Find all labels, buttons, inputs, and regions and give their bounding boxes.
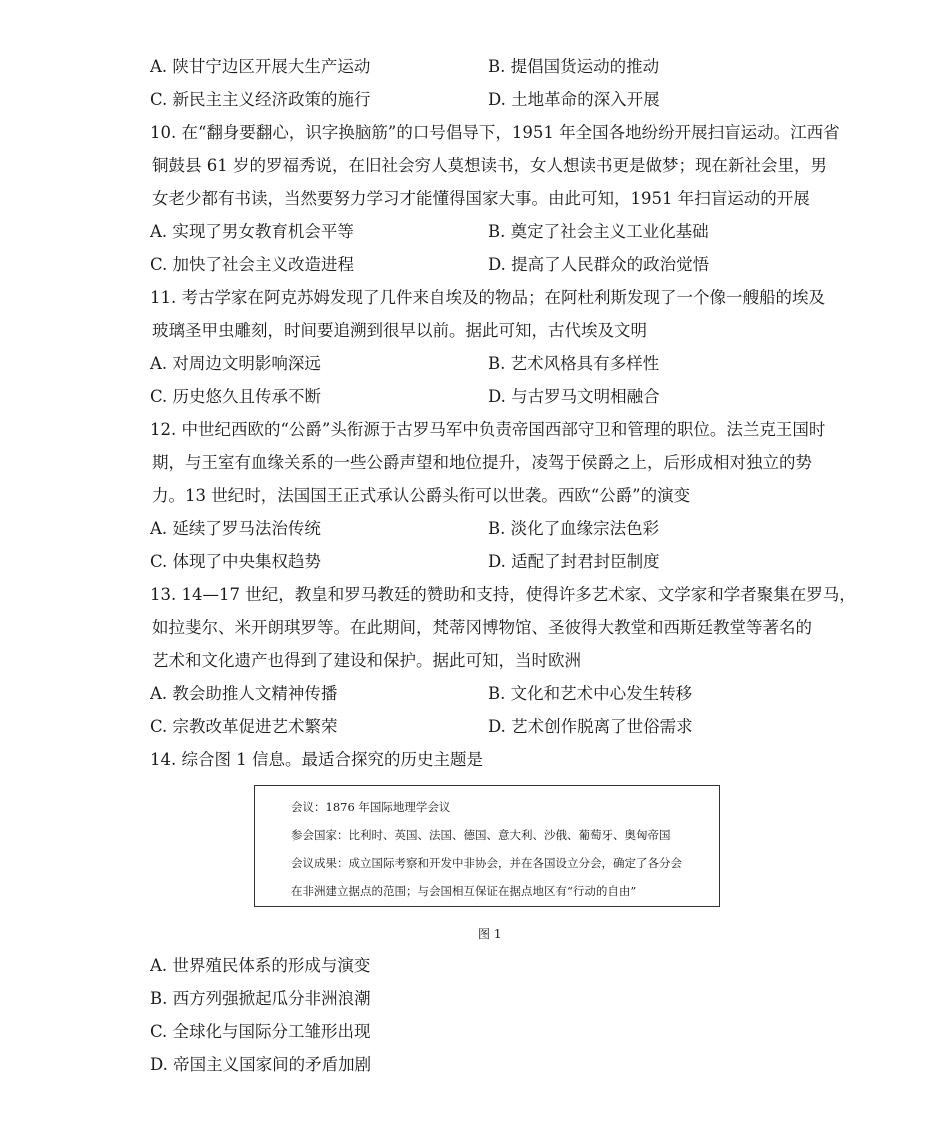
q12-stem-line-3: 力。13 世纪时，法国国王正式承认公爵头衔可以世袭。西欧“公爵”的演变: [152, 486, 691, 505]
figure-line-countries: 参会国家：比利时、英国、法国、德国、意大利、沙俄、葡萄牙、奥匈帝国: [291, 828, 671, 842]
q9-option-c: C. 新民主主义经济政策的施行: [150, 90, 371, 109]
q10-stem-line-2: 铜鼓县 61 岁的罗福秀说，在旧社会穷人莫想读书，女人想读书更是做梦；现在新社会里，男: [152, 156, 827, 175]
q10-option-d: D. 提高了人民群众的政治觉悟: [488, 255, 710, 274]
q12-option-d: D. 适配了封君封臣制度: [488, 552, 660, 571]
q12-option-b: B. 淡化了血缘宗法色彩: [488, 519, 660, 538]
figure-line-results-1: 会议成果：成立国际考察和开发中非协会，并在各国设立分会，确定了各分会: [291, 856, 682, 870]
figure-line-results-2: 在非洲建立据点的范围；与会国相互保证在据点地区有“行动的自由”: [291, 884, 637, 898]
q14-option-b: B. 西方列强掀起瓜分非洲浪潮: [150, 989, 371, 1008]
q11-stem-line-1: 11. 考古学家在阿克苏姆发现了几件来自埃及的物品；在阿杜利斯发现了一个像一艘船的埃及: [150, 288, 825, 307]
q13-stem-line-3: 艺术和文化遗产也得到了建设和保护。据此可知，当时欧洲: [152, 651, 581, 670]
q14-option-d: D. 帝国主义国家间的矛盾加剧: [150, 1055, 372, 1074]
q10-option-c: C. 加快了社会主义改造进程: [150, 255, 355, 274]
q12-option-a: A. 延续了罗马法治传统: [150, 519, 321, 538]
q13-option-a: A. 教会助推人文精神传播: [150, 684, 338, 703]
q11-stem-line-2: 玻璃圣甲虫雕刻，时间要追溯到很早以前。据此可知，古代埃及文明: [152, 321, 647, 340]
q12-option-c: C. 体现了中央集权趋势: [150, 552, 322, 571]
q9-option-b: B. 提倡国货运动的推动: [488, 57, 660, 76]
q13-option-c: C. 宗教改革促进艺术繁荣: [150, 717, 338, 736]
q14-option-a: A. 世界殖民体系的形成与演变: [150, 956, 371, 975]
q13-stem-line-2: 如拉斐尔、米开朗琪罗等。在此期间，梵蒂冈博物馆、圣彼得大教堂和西斯廷教堂等著名的: [152, 618, 812, 637]
q10-stem-line-1: 10. 在“翻身要翻心，识字换脑筋”的口号倡导下，1951 年全国各地纷纷开展扫盲运动。江西省: [150, 123, 840, 142]
q13-option-d: D. 艺术创作脱离了世俗需求: [488, 717, 693, 736]
q9-option-a: A. 陕甘宁边区开展大生产运动: [150, 57, 371, 76]
q14-option-c: C. 全球化与国际分工雏形出现: [150, 1022, 371, 1041]
q13-stem-line-1: 13. 14—17 世纪，教皇和罗马教廷的赞助和支持，使得许多艺术家、文学家和学者聚集在罗马，: [150, 585, 856, 604]
q10-option-a: A. 实现了男女教育机会平等: [150, 222, 354, 241]
figure-1-box: [254, 785, 720, 907]
q11-option-b: B. 艺术风格具有多样性: [488, 354, 660, 373]
q11-option-a: A. 对周边文明影响深远: [150, 354, 321, 373]
q11-option-c: C. 历史悠久且传承不断: [150, 387, 322, 406]
q12-stem-line-1: 12. 中世纪西欧的“公爵”头衔源于古罗马军中负责帝国西部守卫和管理的职位。法兰克王国时: [150, 420, 826, 439]
q14-stem: 14. 综合图 1 信息。最适合探究的历史主题是: [150, 750, 483, 769]
figure-line-meeting: 会议：1876 年国际地理学会议: [291, 800, 451, 814]
q12-stem-line-2: 期，与王室有血缘关系的一些公爵声望和地位提升，凌驾于侯爵之上，后形成相对独立的势: [152, 453, 812, 472]
q10-option-b: B. 奠定了社会主义工业化基础: [488, 222, 709, 241]
q10-stem-line-3: 女老少都有书读，当然要努力学习才能懂得国家大事。由此可知，1951 年扫盲运动的开展: [152, 189, 810, 208]
q9-option-d: D. 土地革命的深入开展: [488, 90, 660, 109]
q13-option-b: B. 文化和艺术中心发生转移: [488, 684, 693, 703]
figure-caption: 图 1: [478, 927, 502, 941]
q11-option-d: D. 与古罗马文明相融合: [488, 387, 660, 406]
